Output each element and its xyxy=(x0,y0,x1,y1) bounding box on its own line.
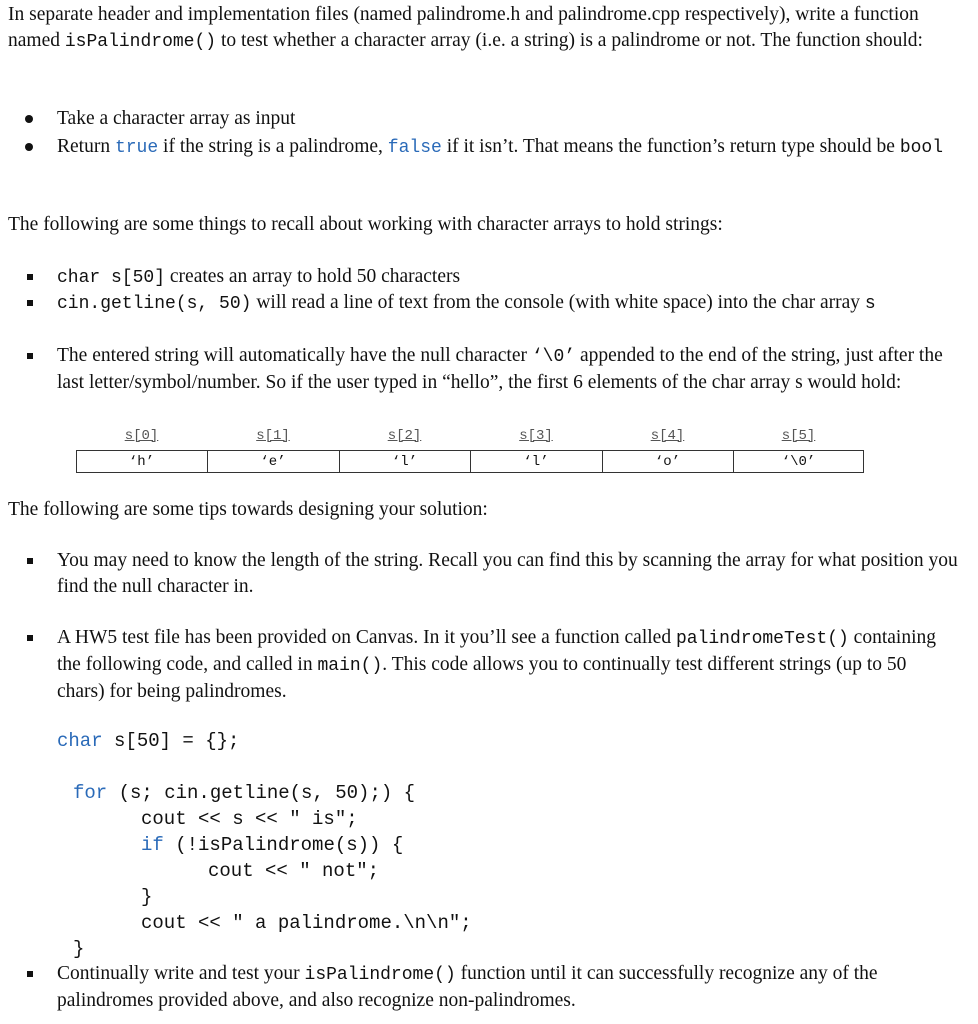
array-header: s[2] xyxy=(387,428,422,444)
requirement-input xyxy=(57,106,958,132)
recall-char-array xyxy=(57,264,958,291)
final-function-name: isPalindrome() xyxy=(304,965,456,985)
code-line-1-rest: s[50] = {}; xyxy=(102,730,240,752)
array-cell: ‘o’ xyxy=(654,454,681,470)
bullet-square-icon xyxy=(27,971,33,977)
intro-paragraph xyxy=(8,2,958,55)
bullet-square-icon xyxy=(27,274,33,280)
getline-code: cin.getline(s, 50) xyxy=(57,294,252,314)
requirement-return xyxy=(57,134,958,161)
null-char-code: ‘\0’ xyxy=(531,347,576,367)
false-keyword: false xyxy=(387,138,442,158)
recall-getline-text: will read a line of text from the console (with white space) into the char array xyxy=(251,292,865,313)
tip-test-file xyxy=(57,625,958,705)
code-line-3: cout << s << " is"; xyxy=(141,808,358,830)
char-array-code: char s[50] xyxy=(57,268,166,288)
for-keyword: for xyxy=(73,782,108,804)
code-line-2-rest: (s; cin.getline(s, 50);) { xyxy=(107,782,416,804)
recall-null-text-b: appended to the end of the string, just after the last letter/symbol/number. So if the user typed in “hello”, the first 6 elements of the char array s would hold: xyxy=(57,345,943,393)
requirement-return-text-c: if it isn’t. That means the function’s return type should be xyxy=(441,136,900,157)
code-line-2 xyxy=(73,780,415,806)
bullet-square-icon xyxy=(27,558,33,564)
tip-string-length: You may need to know the length of the string. Recall you can find this by scanning the array for what position you find the null character in. xyxy=(57,550,958,597)
recall-char-array-text: creates an array to hold 50 characters xyxy=(165,266,461,287)
tip-test-file-text-a: A HW5 test file has been provided on Canvas. In it you’ll see a function called xyxy=(57,627,676,648)
array-header: s[3] xyxy=(519,428,553,444)
intro-text-1: In separate header and implementation files (named palindrome.h and palindrome.cpp respectively), write a function named xyxy=(8,4,919,51)
array-header: s[5] xyxy=(781,428,816,444)
requirement-return-text-a: Return xyxy=(57,136,115,157)
recall-null-text-a: The entered string will automatically have the null character xyxy=(57,345,532,366)
array-header: s[1] xyxy=(256,428,290,444)
final-text-a: Continually write and test your xyxy=(57,963,305,984)
code-line-8: } xyxy=(73,938,85,960)
array-cell: ‘l’ xyxy=(523,454,549,470)
array-cell: ‘l’ xyxy=(391,454,418,470)
bullet-square-icon xyxy=(27,635,33,641)
code-line-4 xyxy=(141,832,403,858)
final-instruction xyxy=(57,961,958,1014)
array-cell: ‘\0’ xyxy=(781,454,816,470)
main-function: main() xyxy=(317,656,383,676)
recall-null-char xyxy=(57,343,958,396)
recall-getline xyxy=(57,290,958,317)
code-line-1 xyxy=(57,728,239,754)
code-line-7: cout << " a palindrome.\n\n"; xyxy=(141,912,472,934)
code-line-6: } xyxy=(141,886,153,908)
tip-test-file-text-b: containing the following code, and called in xyxy=(57,627,936,675)
true-keyword: true xyxy=(114,138,159,158)
array-cell: ‘h’ xyxy=(128,454,155,470)
code-line-5: cout << " not"; xyxy=(208,860,380,882)
array-header: s[4] xyxy=(650,428,685,444)
char-keyword: char xyxy=(57,730,103,752)
array-header: s[0] xyxy=(124,428,159,444)
recall-heading: The following are some things to recall about working with character arrays to hold strings: xyxy=(8,214,723,235)
requirement-return-text-b: if the string is a palindrome, xyxy=(158,136,388,157)
tip-test-file-text-c: . This code allows you to continually test different strings (up to 50 chars) for being palindromes. xyxy=(57,654,907,702)
requirement-input-text: Take a character array as input xyxy=(57,108,296,129)
intro-text-2: to test whether a character array (i.e. a string) is a palindrome or not. The function should: xyxy=(216,30,923,51)
final-text-b: function until it can successfully recognize any of the palindromes provided above, and also recognize non-palindromes. xyxy=(57,963,878,1011)
bool-keyword: bool xyxy=(899,138,944,158)
palindrome-test-function: palindromeTest() xyxy=(675,629,849,649)
code-line-4-rest: (!isPalindrome(s)) { xyxy=(163,834,404,856)
array-cell: ‘e’ xyxy=(260,454,286,470)
if-keyword: if xyxy=(141,834,164,856)
bullet-dot-icon xyxy=(25,143,33,151)
array-s-code: s xyxy=(864,294,876,314)
bullet-dot-icon xyxy=(25,115,33,123)
bullet-square-icon xyxy=(27,300,33,306)
tips-heading: The following are some tips towards designing your solution: xyxy=(8,499,488,520)
bullet-square-icon xyxy=(27,353,33,359)
intro-function-name: isPalindrome() xyxy=(64,32,217,52)
